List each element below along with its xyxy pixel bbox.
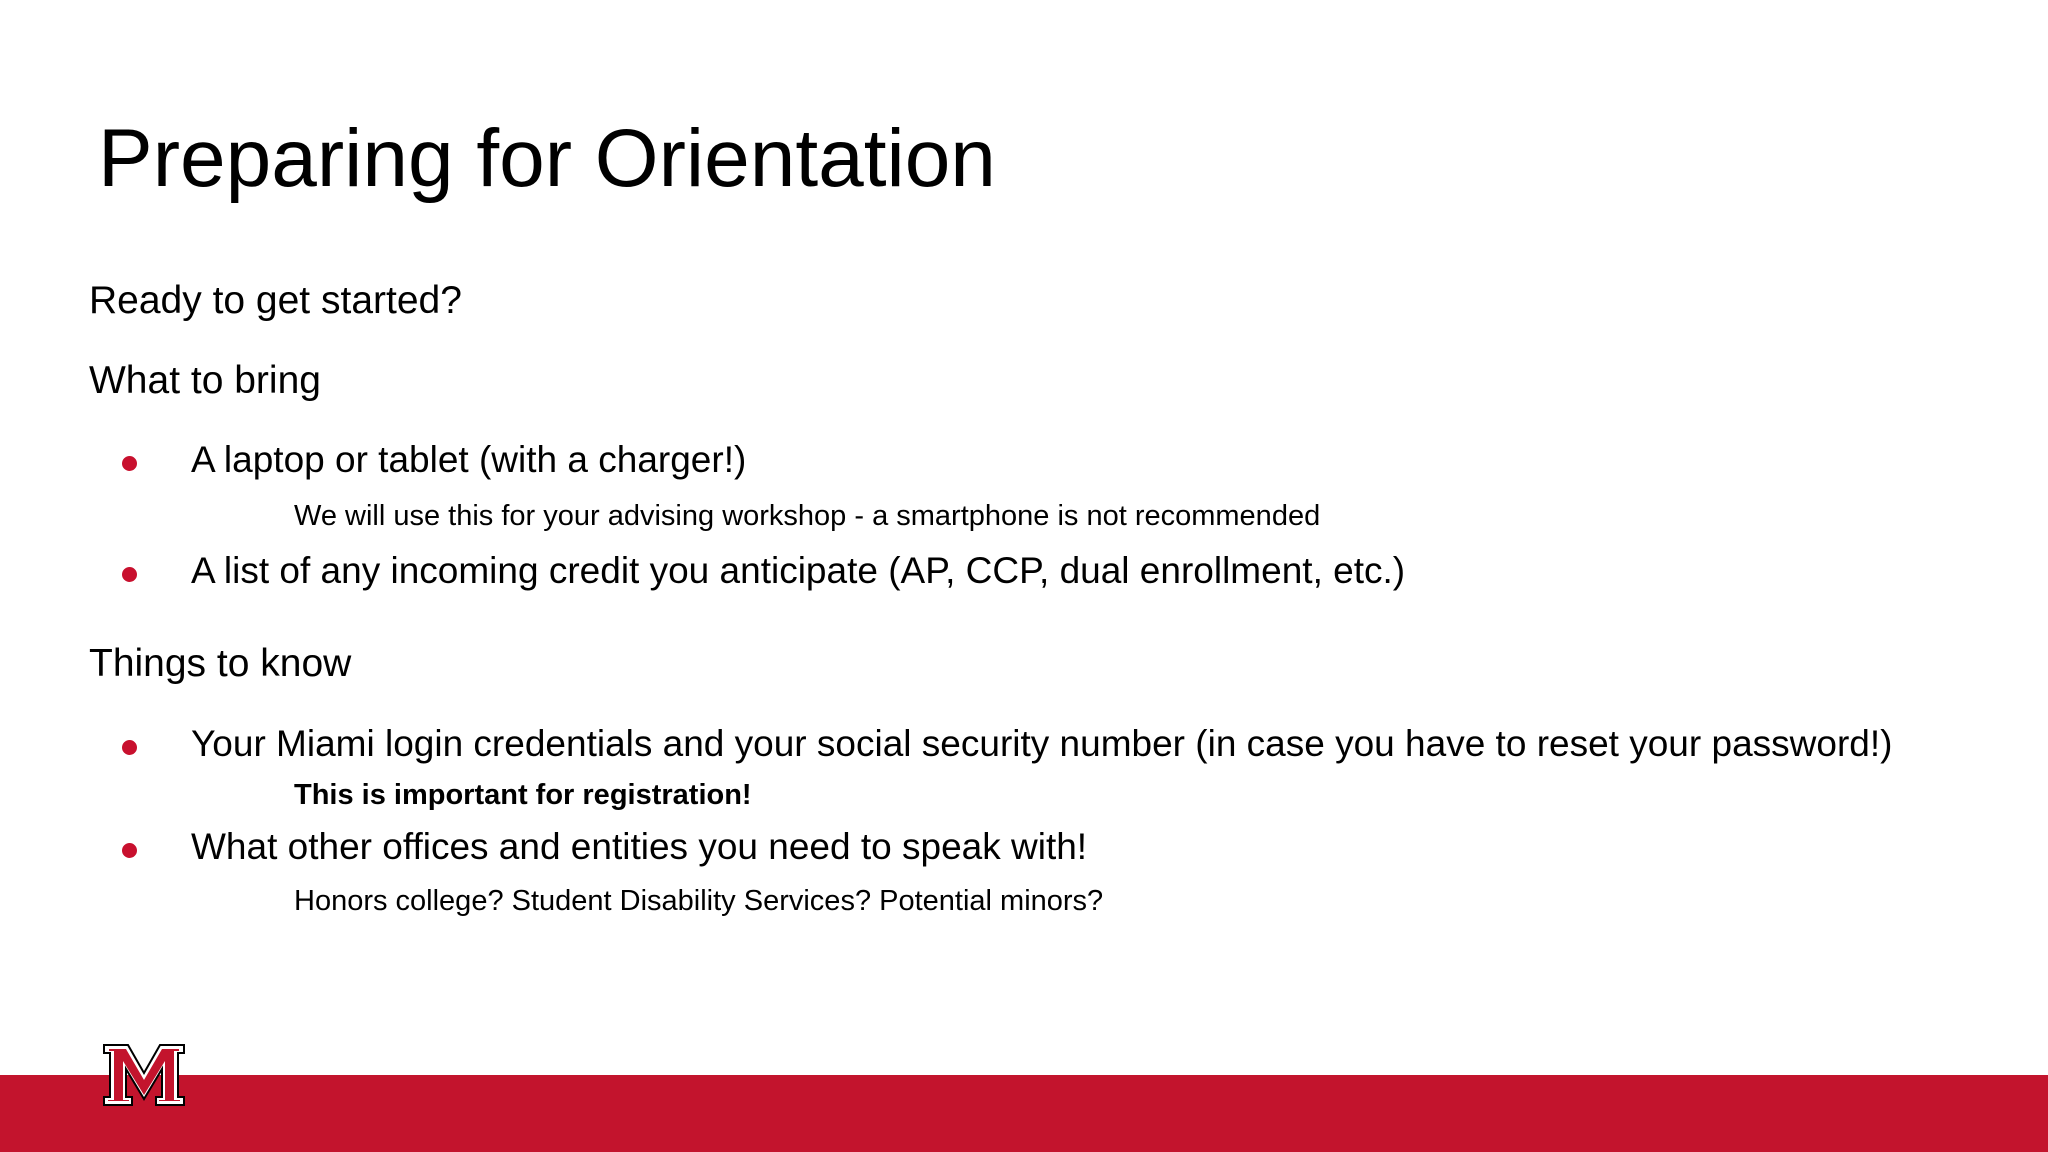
list-item-note: This is important for registration! — [294, 779, 752, 811]
bullet-icon — [122, 843, 137, 858]
list-item-text: What other offices and entities you need to speak with! — [191, 826, 1088, 867]
footer-bar — [0, 1075, 2048, 1152]
slide-title: Preparing for Orientation — [98, 113, 996, 204]
section-heading-what-to-bring: What to bring — [89, 359, 321, 402]
bullet-icon — [122, 740, 137, 755]
list-item-text: Your Miami login credentials and your social security number (in case you have to reset your password!) — [191, 723, 1893, 764]
list-item-note: Honors college? Student Disability Services? Potential minors? — [294, 885, 1104, 917]
miami-m-logo-icon — [102, 1043, 186, 1107]
bullet-icon — [122, 567, 137, 582]
bullet-icon — [122, 456, 137, 471]
list-item-text: A laptop or tablet (with a charger!) — [191, 439, 747, 480]
intro-text: Ready to get started? — [89, 279, 462, 322]
section-heading-things-to-know: Things to know — [89, 642, 352, 685]
list-item-text: A list of any incoming credit you anticipate (AP, CCP, dual enrollment, etc.) — [191, 550, 1406, 591]
list-item-note: We will use this for your advising workshop - a smartphone is not recommended — [294, 500, 1321, 532]
